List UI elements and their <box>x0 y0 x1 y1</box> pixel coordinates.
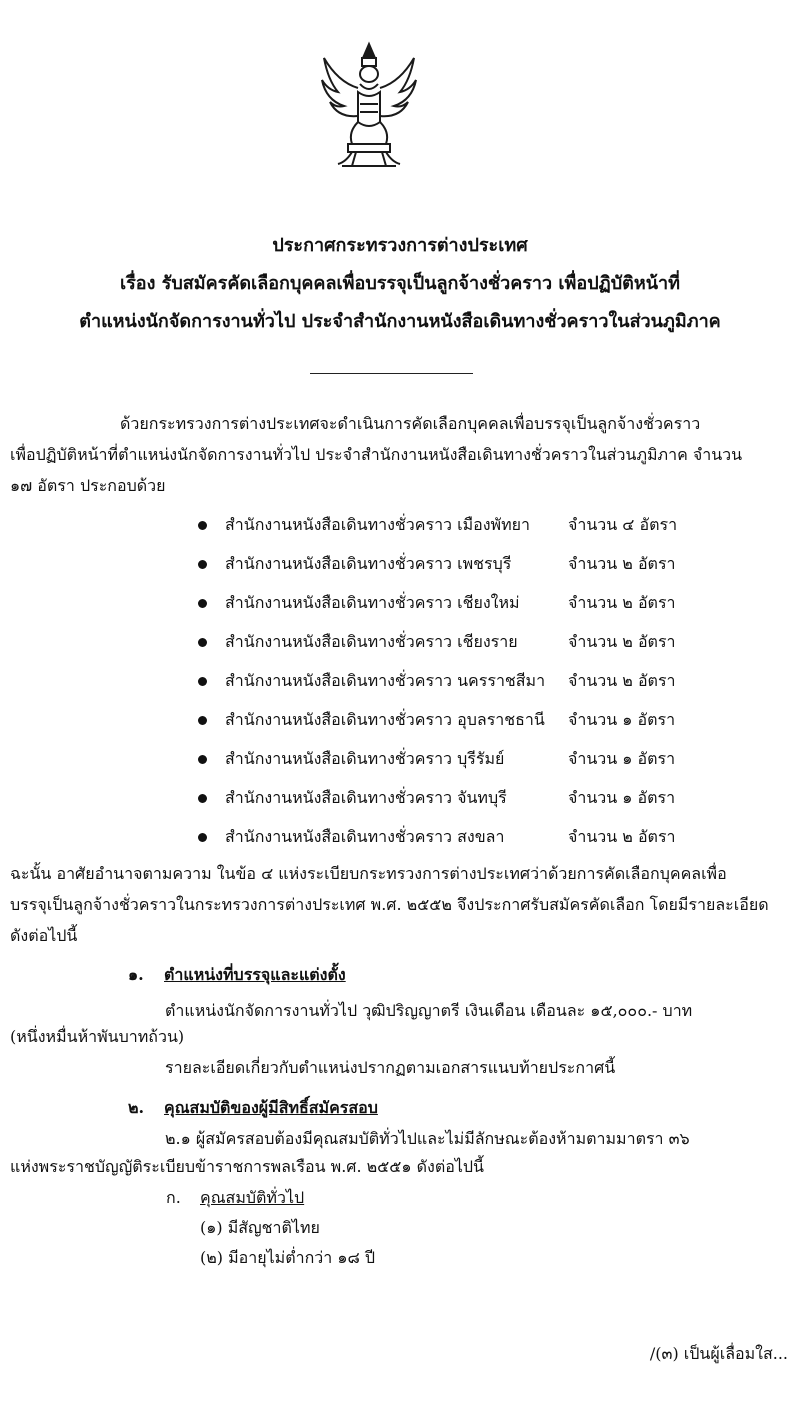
office-count: จำนวน ๔ อัตรา <box>568 515 678 534</box>
section-1-heading <box>128 963 346 988</box>
section-2-item-1: (๑) มีสัญชาติไทย <box>200 1218 320 1237</box>
sub-letter: ก. <box>166 1188 181 1207</box>
office-count: จำนวน ๒ อัตรา <box>568 671 676 690</box>
office-count: จำนวน ๒ อัตรา <box>568 554 676 573</box>
intro-line-2: เพื่อปฏิบัติหน้าที่ตำแหน่งนักจัดการงานทั่วไป ประจำสำนักงานหนังสือเดินทางชั่วคราวในส่วนภูมิภาค จำนวน <box>10 445 743 464</box>
bullet-icon <box>198 638 207 647</box>
document-title: ประกาศกระทรวงการต่างประเทศ <box>272 235 528 256</box>
section-2-subheading <box>166 1186 304 1211</box>
section-2-number: ๒. <box>128 1098 145 1117</box>
authority-line-1: ฉะนั้น อาศัยอำนาจตามความ ในข้อ ๔ แห่งระเบียบกระทรวงการต่างประเทศว่าด้วยการคัดเลือกบุคคลเพื่อ <box>10 864 727 883</box>
section-1-line-3: รายละเอียดเกี่ยวกับตำแหน่งปรากฏตามเอกสารแนบท้ายประกาศนี้ <box>165 1058 616 1077</box>
bullet-icon <box>198 677 207 686</box>
authority-line-2: บรรจุเป็นลูกจ้างชั่วคราวในกระทรวงการต่างประเทศ พ.ศ. ๒๕๕๒ จึงประกาศรับสมัครคัดเลือก โดยมีรายละเอียด <box>10 895 769 914</box>
office-count: จำนวน ๒ อัตรา <box>568 827 676 846</box>
office-item <box>198 591 676 616</box>
office-item <box>198 786 676 811</box>
section-2-item-2: (๒) มีอายุไม่ต่ำกว่า ๑๘ ปี <box>200 1248 376 1267</box>
office-name: สำนักงานหนังสือเดินทางชั่วคราว อุบลราชธานี <box>225 710 545 729</box>
office-item <box>198 708 676 733</box>
section-1-line-1: ตำแหน่งนักจัดการงานทั่วไป วุฒิปริญญาตรี เงินเดือน เดือนละ ๑๕,๐๐๐.- บาท <box>165 1001 693 1020</box>
bullet-icon <box>198 560 207 569</box>
office-name: สำนักงานหนังสือเดินทางชั่วคราว บุรีรัมย์ <box>225 749 505 768</box>
section-2-line-2: แห่งพระราชบัญญัติระเบียบข้าราชการพลเรือน พ.ศ. ๒๕๕๑ ดังต่อไปนี้ <box>10 1157 484 1176</box>
office-name: สำนักงานหนังสือเดินทางชั่วคราว สงขลา <box>225 827 505 846</box>
bullet-icon <box>198 716 207 725</box>
office-name: สำนักงานหนังสือเดินทางชั่วคราว เชียงใหม่ <box>225 593 520 612</box>
office-name: สำนักงานหนังสือเดินทางชั่วคราว นครราชสีมา <box>225 671 546 690</box>
office-count: จำนวน ๑ อัตรา <box>568 788 676 807</box>
sub-title: คุณสมบัติทั่วไป <box>200 1188 305 1207</box>
bullet-icon <box>198 599 207 608</box>
document-subject-line-1: เรื่อง รับสมัครคัดเลือกบุคคลเพื่อบรรจุเป็นลูกจ้างชั่วคราว เพื่อปฏิบัติหน้าที่ <box>119 273 680 294</box>
intro-line-1: ด้วยกระทรวงการต่างประเทศจะดำเนินการคัดเลือกบุคคลเพื่อบรรจุเป็นลูกจ้างชั่วคราว <box>120 414 701 433</box>
office-name: สำนักงานหนังสือเดินทางชั่วคราว เพชรบุรี <box>225 554 512 573</box>
office-count: จำนวน ๒ อัตรา <box>568 632 676 651</box>
office-count: จำนวน ๑ อัตรา <box>568 749 676 768</box>
section-2-heading <box>128 1096 378 1121</box>
intro-line-3: ๑๗ อัตรา ประกอบด้วย <box>10 476 166 495</box>
bullet-icon <box>198 755 207 764</box>
office-item <box>198 630 676 655</box>
section-1-number: ๑. <box>128 965 144 984</box>
office-name: สำนักงานหนังสือเดินทางชั่วคราว เมืองพัทยา <box>225 515 531 534</box>
continuation-text: /(๓) เป็นผู้เลื่อมใส... <box>649 1344 788 1363</box>
section-2-line-1: ๒.๑ ผู้สมัครสอบต้องมีคุณสมบัติทั่วไปและไม่มีลักษณะต้องห้ามตามมาตรา ๓๖ <box>165 1129 690 1148</box>
office-item <box>198 669 676 694</box>
office-item <box>198 552 676 577</box>
bullet-icon <box>198 521 207 530</box>
title-divider <box>310 373 473 374</box>
office-count: จำนวน ๒ อัตรา <box>568 593 676 612</box>
office-count: จำนวน ๑ อัตรา <box>568 710 676 729</box>
section-1-line-2: (หนึ่งหมื่นห้าพันบาทถ้วน) <box>10 1027 185 1046</box>
office-name: สำนักงานหนังสือเดินทางชั่วคราว เชียงราย <box>225 632 518 651</box>
office-item <box>198 747 676 772</box>
office-item <box>198 825 676 850</box>
document-subject-line-2: ตำแหน่งนักจัดการงานทั่วไป ประจำสำนักงานหนังสือเดินทางชั่วคราวในส่วนภูมิภาค <box>79 311 721 332</box>
authority-line-3: ดังต่อไปนี้ <box>10 926 78 945</box>
office-name: สำนักงานหนังสือเดินทางชั่วคราว จันทบุรี <box>225 788 507 807</box>
garuda-emblem-icon <box>318 40 420 175</box>
bullet-icon <box>198 833 207 842</box>
section-2-title: คุณสมบัติของผู้มีสิทธิ์สมัครสอบ <box>164 1098 378 1117</box>
section-1-title: ตำแหน่งที่บรรจุและแต่งตั้ง <box>164 965 346 984</box>
office-item <box>198 513 678 538</box>
bullet-icon <box>198 794 207 803</box>
